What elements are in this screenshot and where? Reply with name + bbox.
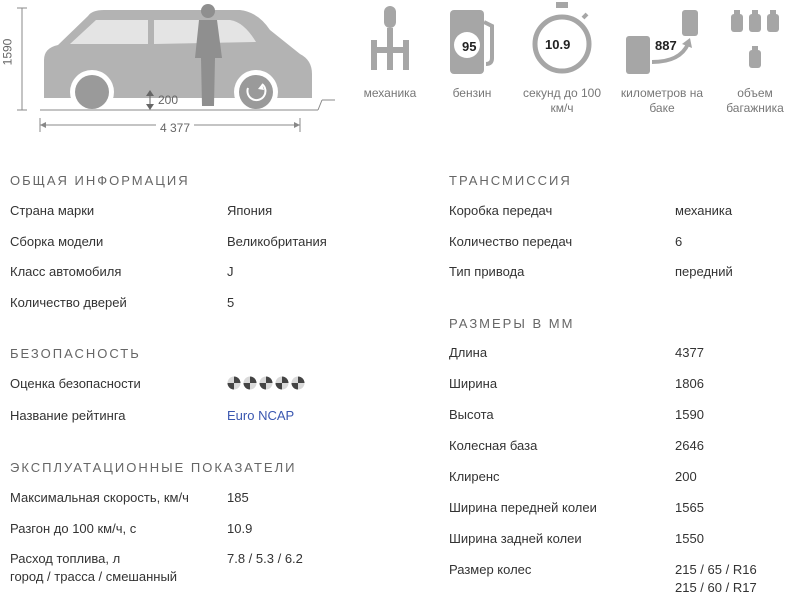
spec-fuel <box>427 0 517 101</box>
general-title: ОБЩАЯ ИНФОРМАЦИЯ <box>10 173 190 188</box>
row-label: Тип привода <box>449 264 525 279</box>
row-value: 1590 <box>675 407 704 422</box>
row-value: 1806 <box>675 376 704 391</box>
spec-luggage <box>710 0 800 116</box>
row-value: передний <box>675 264 733 279</box>
row-value: Великобритания <box>227 234 327 249</box>
row-value: 1550 <box>675 531 704 546</box>
fuel-label-line-2: город / трасса / смешанный <box>10 569 178 584</box>
row-value: 200 <box>675 469 697 484</box>
row-label: Сборка модели <box>10 234 104 249</box>
row-label: Класс автомобиля <box>10 264 122 279</box>
row-label: Максимальная скорость, км/ч <box>10 490 189 505</box>
row-label: Высота <box>449 407 494 422</box>
luggage-icon <box>725 0 785 80</box>
row-label: Количество передач <box>449 234 573 249</box>
transmission-caption: механика <box>363 86 417 100</box>
safety-star-icon <box>275 376 289 390</box>
row-value: 4377 <box>675 345 704 360</box>
row-value: 7.8 / 5.3 / 6.2 <box>227 551 303 566</box>
row-value: Япония <box>227 203 273 218</box>
safety-stars <box>227 376 305 390</box>
row-label <box>10 550 177 586</box>
acceleration-caption: секунд до 100 км/ч <box>522 86 602 115</box>
row-label: Коробка передач <box>449 203 553 218</box>
row-value: 1565 <box>675 500 704 515</box>
row-label: Ширина <box>449 376 498 391</box>
row-label: Ширина передней колеи <box>449 500 597 515</box>
dimensions-title: РАЗМЕРЫ В ММ <box>449 316 575 331</box>
row-label: Оценка безопасности <box>10 376 141 391</box>
acceleration-badge: 10.9 <box>545 37 571 52</box>
safety-title: БЕЗОПАСНОСТЬ <box>10 346 141 361</box>
row-value <box>675 561 757 597</box>
spec-acceleration <box>517 0 607 116</box>
euro-ncap-link[interactable]: Euro NCAP <box>227 408 295 423</box>
fuel-caption: бензин <box>452 86 492 100</box>
gear-shift-icon <box>360 0 420 80</box>
row-label: Колесная база <box>449 438 538 453</box>
row-value: 185 <box>227 490 249 505</box>
spec-range <box>617 0 707 116</box>
luggage-caption: объем багажника <box>726 86 784 115</box>
range-badge: 887 <box>655 38 677 53</box>
length-label: 4 377 <box>156 121 194 135</box>
safety-star-icon <box>243 376 257 390</box>
fuel-label-line-1: Расход топлива, л <box>10 551 121 566</box>
row-label: Страна марки <box>10 203 95 218</box>
row-label: Количество дверей <box>10 295 127 310</box>
fuel-octane-badge: 95 <box>462 39 477 54</box>
row-label: Название рейтинга <box>10 408 126 423</box>
spec-transmission <box>345 0 435 101</box>
transmission-title: ТРАНСМИССИЯ <box>449 173 572 188</box>
row-label: Клиренс <box>449 469 500 484</box>
wheel-size-1: 215 / 65 / R16 <box>675 562 757 577</box>
safety-star-icon <box>227 376 241 390</box>
row-value: механика <box>675 203 733 218</box>
row-value: 5 <box>227 295 235 310</box>
clearance-label: 200 <box>158 93 179 107</box>
range-caption: километров на баке <box>620 86 704 115</box>
row-value: 10.9 <box>227 521 253 536</box>
row-value: 2646 <box>675 438 704 453</box>
row-label: Разгон до 100 км/ч, с <box>10 521 137 536</box>
car-dimensions-illustration <box>0 0 345 150</box>
wheel-size-2: 215 / 60 / R17 <box>675 580 757 595</box>
performance-title: ЭКСПЛУАТАЦИОННЫЕ ПОКАЗАТЕЛИ <box>10 460 297 475</box>
row-label: Размер колес <box>449 562 532 577</box>
row-value: 6 <box>675 234 683 249</box>
row-value: J <box>227 264 234 279</box>
height-label: 1590 <box>0 38 15 66</box>
safety-star-icon <box>259 376 273 390</box>
row-label: Длина <box>449 345 488 360</box>
row-label: Ширина задней колеи <box>449 531 582 546</box>
safety-star-icon <box>291 376 305 390</box>
